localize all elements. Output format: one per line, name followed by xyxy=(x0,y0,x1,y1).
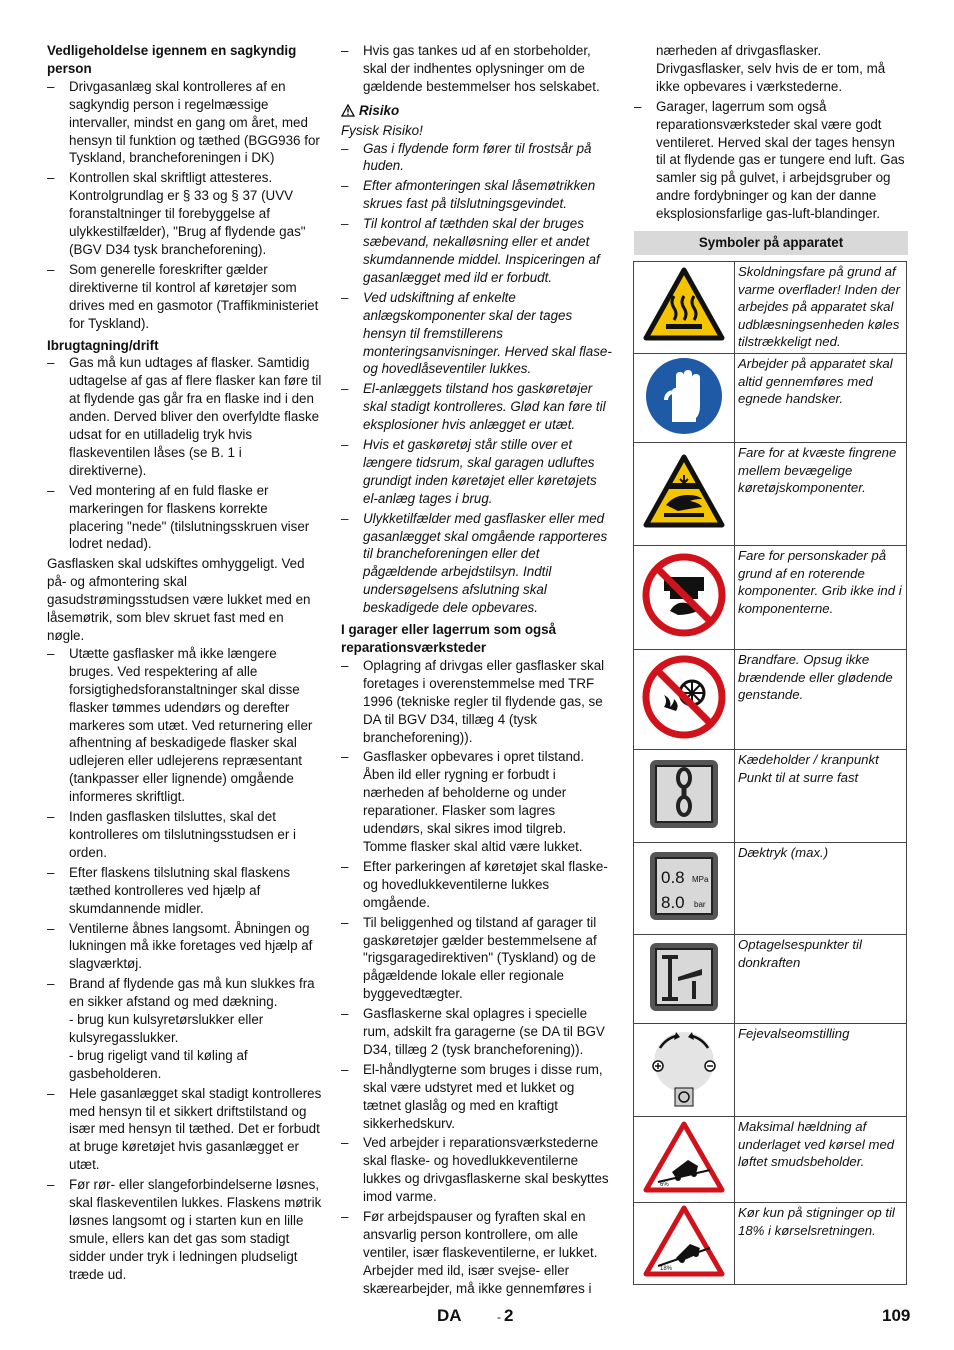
footer-separator: - xyxy=(497,1310,501,1324)
column-3 xyxy=(634,42,908,255)
symbol-description: Fejevalseomstilling xyxy=(735,1024,907,1117)
list-item: – El-håndlygterne som bruges i disse rum, skal være udstyret med et lukket og tætnet glaslåg og med en kraftigt sikkerhedskurv. xyxy=(341,1061,613,1133)
list-item: – El-anlæggets tilstand hos gaskøretøjer skal stadigt kontrolleres. Glød kan føre til eksplosioner hvis anlægget er utæt. xyxy=(341,380,613,434)
section-page-number: 2 xyxy=(504,1306,514,1325)
tire-pressure-icon xyxy=(648,850,720,922)
symbol-icon-cell xyxy=(634,843,735,935)
symbol-description: Fare for personskader på grund af en roterende komponenter. Grib ikke ind i komponenterne. xyxy=(735,546,907,650)
list-item: – Gasflaskerne skal oplagres i specielle rum, adskilt fra garagerne (se DA til BGV D34, tillæg 2 (tysk brancheforening)). xyxy=(341,1005,613,1059)
list-item: – Oplagring af drivgas eller gasflasker skal foretages i overenstemmelse med TRF 1996 (tekniske regler til flydende gas, se DA til BGV D34, tillæg 4 (tysk brancheforening)). xyxy=(341,657,613,747)
paragraph: Gasflasken skal udskiftes omhyggeligt. Ved på- og afmontering skal gasudstrømingsstudsen være lukket med en låsemøtrik, som blev skruet fast med en nøgle. xyxy=(47,556,311,643)
language-code: DA xyxy=(437,1306,462,1325)
maintenance-list xyxy=(47,78,322,333)
list-item: – Efter parkeringen af køretøjet skal flaske- og hovedlukkeventilerne lukkes omgående. xyxy=(341,858,613,912)
list-item: – Kontrollen skal skriftligt attesteres. Kontrolgrundlag er § 33 og § 37 (UVV foranstaltninger til forebyggelse af ulykkestilfælder), "Brug af flydende gas" (BGV D34 tysk brancheforening). xyxy=(47,169,322,259)
symbol-icon-cell xyxy=(634,262,735,354)
list-item: – Garager, lagerrum som også reparationsværksteder skal være godt ventileret. Herved skal der tages hensyn til at flydende gas er tungere end luft. Gas samler sig på gulvet, i arbejdsgruber og andre fordybninger og kan der danne eksplosionsfarlige gas-luft-blandinger. xyxy=(634,98,908,223)
section-heading-maintenance: Vedligeholdelse igennem en sagkyndig person xyxy=(47,43,297,76)
symbol-icon-cell xyxy=(634,750,735,843)
symbol-description: Dæktryk (max.) xyxy=(735,843,907,935)
sub-item: - brug rigeligt vand til køling af gasbeholderen. xyxy=(69,1047,248,1081)
symbol-description: Maksimal hældning af underlaget ved kørsel med løftet smudsbeholder. xyxy=(735,1117,907,1203)
max-tilt-raised-icon xyxy=(642,1120,726,1194)
symbol-icon-cell xyxy=(634,546,735,650)
symbol-icon-cell xyxy=(634,354,735,443)
list-item: – Før arbejdspauser og fyraften skal en ansvarlig person kontrollere, om alle ventiler, især flaskeventilerne, er lukket. Arbejder med ild, især svejse- eller skærearbejder, må ikke gennemføres i xyxy=(341,1208,613,1298)
list-item: – Ved udskiftning af enkelte anlægskomponenter skal der tages hensyn til fremstillerens monteringsanvisninger. Herved skal flase- og hovedlåseventiler lukkes. xyxy=(341,289,613,379)
list-item: – Til kontrol af tæthden skal der bruges sæbevand, nekalløsning eller et andet skumdannende middel. Inspiceringen af gasanlægget med ild er forbudt. xyxy=(341,215,613,287)
list-item: – Hvis et gaskøretøj står stille over et længere tidsrum, skal garagen udluftes grundigt inden køretøjet eller køretøjets el-anlæg tages i brug. xyxy=(341,436,613,508)
symbols-table xyxy=(633,261,907,1285)
pressure-unit-mpa: MPa xyxy=(692,875,709,885)
warning-triangle-icon xyxy=(341,104,355,117)
max-slope-direction-icon xyxy=(642,1204,726,1278)
no-hot-objects-icon xyxy=(642,655,726,739)
symbol-icon-cell xyxy=(634,1024,735,1117)
table-row xyxy=(634,262,907,354)
list-item: – Efter flaskens tilslutning skal flaskens tæthed kontrolleres ved hjælp af skumdannende midler. xyxy=(47,864,322,918)
section-heading-operation: Ibrugtagning/drift xyxy=(47,337,159,353)
symbol-icon-cell xyxy=(634,443,735,546)
symbol-description: Skoldningsfare på grund af varme overflader! Inden der arbejdes på apparatet skal udblæsningsenheden køles tilstrækkeligt ned. xyxy=(735,262,907,354)
symbol-description: Fare for at kvæste fingrene mellem bevægelige køretøjskomponenter. xyxy=(735,443,907,546)
list-item: – Drivgasanlæg skal kontrolleres af en sagkyndig person i regelmæssige intervaller, mindst en gang om året, med hensyn til funktion og tæthed (BGG936 for Tyskland, brancheforeningen i DK) xyxy=(47,78,322,168)
risk-subtitle: Fysisk Risiko! xyxy=(341,122,423,138)
risk-heading xyxy=(341,102,613,120)
crush-hand-warning-icon xyxy=(642,453,726,531)
section-page xyxy=(497,1307,513,1327)
tilt-percent: 6% xyxy=(660,1182,669,1189)
list-item: – Gasflasker opbevares i opret tilstand. Åben ild eller rygning er forbudt i nærheden af beholderne og under reparationer. Flasker som lagres udendørs, skal sikres imod tilgreb. Tomme flasker skal altid være lukket. xyxy=(341,748,613,855)
section-heading-symbols: Symboler på apparatet xyxy=(634,231,908,255)
table-row xyxy=(634,750,907,843)
symbol-icon-cell xyxy=(634,1203,735,1285)
wear-gloves-icon xyxy=(644,356,724,436)
list-item: – Til beliggenhed og tilstand af garager til gaskøretøjer gælder bestemmelsene af "rigsgaragedirektiven" (Tyskland) og de pågældende lokale eller regionale byggevedtægter. xyxy=(341,914,613,1004)
list-item: – Hele gasanlægget skal stadigt kontrolleres med hensyn til et sikkert driftstilstand og især med hensyn til tæthed. Det er forbudt at bruge køretøjet hvis gasanlægget er utæt. xyxy=(47,1085,322,1175)
symbol-description: Kædeholder / kranpunkt Punkt til at surre fast xyxy=(735,750,907,843)
page-footer xyxy=(0,1307,954,1329)
list-item: – Ved arbejder i reparationsværkstederne skal flaske- og hovedlukkeventilerne lukkes og drivgasflaskerne skal beskyttes imod varme. xyxy=(341,1134,613,1206)
list-item: – Før rør- eller slangeforbindelserne løsnes, skal flaskeventilen lukkes. Flaskens møtrik løsnes langsomt og i starten kun en lille smule, ellers kan det gas som stadigt sidder under tryk i ledningen pludseligt træde ud. xyxy=(47,1176,322,1283)
list-item: – Brand af flydende gas må kun slukkes fra en sikker afstand og med dækning. xyxy=(47,975,322,1011)
column-2 xyxy=(341,42,613,1300)
pressure-value-bar: 8.0 xyxy=(661,893,685,913)
table-row xyxy=(634,354,907,443)
list-item: – Utætte gasflasker må ikke længere bruges. Ved respektering af alle forsigtighedsforanstaltninger skal disse flasker tømmes udendørs og derefter markeres som utæt. Ved returnering eller afhentning af beskadigede flasker skal udlejeren eller udlejerens repræsentant (tankpasser eller lignende) omgående informeres skriftligt. xyxy=(47,645,322,806)
section-heading-garages: I garager eller lagerrum som også reparationsværksteder xyxy=(341,622,557,655)
table-row xyxy=(634,1024,907,1117)
chain-lash-point-icon xyxy=(648,758,720,830)
jack-point-icon xyxy=(648,941,720,1013)
symbol-description: Brandfare. Opsug ikke brændende eller glødende genstande. xyxy=(735,650,907,750)
risk-label: Risiko xyxy=(359,102,400,118)
table-row xyxy=(634,546,907,650)
table-row xyxy=(634,1117,907,1203)
sub-item: - brug kun kulsyretørslukker eller kulsyregasslukker. xyxy=(69,1012,264,1045)
hot-surface-warning-icon xyxy=(642,266,726,344)
table-row xyxy=(634,443,907,546)
continued-text: nærheden af drivgasflasker. Drivgasflasker, selv hvis de er tom, må ikke opbevares i værkstederne. xyxy=(656,43,886,94)
list-item: – Gas i flydende form fører til frostsår på huden. xyxy=(341,140,613,176)
column-1 xyxy=(47,42,322,1286)
list-item: – Efter afmonteringen skal låsemøtrikken skrues fast på tilslutningsgevindet. xyxy=(341,177,613,213)
list-item: – Ved montering af en fuld flaske er markeringen for flaskens korrekte placering "nede" (tilslutningsskruen viser lodret nedad). xyxy=(47,482,322,554)
symbol-icon-cell xyxy=(634,935,735,1024)
table-row xyxy=(634,843,907,935)
symbol-description: Kør kun på stigninger op til 18% i kørselsretningen. xyxy=(735,1203,907,1285)
sweeper-roller-adjust-icon xyxy=(642,1026,726,1110)
symbol-description: Arbejder på apparatet skal altid gennemføres med egnede handsker. xyxy=(735,354,907,443)
table-row xyxy=(634,1203,907,1285)
list-item: – Ventilerne åbnes langsomt. Åbningen og lukningen må ikke foretages ved hjælp af slagværktøj. xyxy=(47,920,322,974)
symbol-icon-cell xyxy=(634,1117,735,1203)
symbol-description: Optagelsespunkter til donkraften xyxy=(735,935,907,1024)
page-number: 109 xyxy=(882,1306,911,1325)
table-row xyxy=(634,650,907,750)
symbol-icon-cell xyxy=(634,650,735,750)
pressure-unit-bar: bar xyxy=(694,900,706,910)
list-item: – Ulykketilfælder med gasflasker eller med gasanlægget skal omgående rapporteres til brancheforeningen eller det pågældende arbejdstilsyn. Indtil undersøgelsens afslutning skal beskadigede dele opbevares. xyxy=(341,510,613,617)
list-item: – Gas må kun udtages af flasker. Samtidig udtagelse af gas af flere flasker kan føre til at flydende gas går fra en flaske ind i den anden. Derved bliver den overfyldte flaske udsat for en utilladelig tryk hvis flaskeventilen låses (se B. 1 i direktiverne). xyxy=(47,354,322,479)
table-row xyxy=(634,935,907,1024)
list-item: – Som generelle foreskrifter gælder direktiverne til kontrol af køretøjer som drives med en gasmotor (Traffikministeriet for Tyskland). xyxy=(47,261,322,333)
slope-percent: 18% xyxy=(660,1266,673,1273)
list-item: – Hvis gas tankes ud af en storbeholder, skal der indhentes oplysninger om de gældende bestemmelser hos selskabet. xyxy=(341,42,613,96)
no-reach-rotating-icon xyxy=(642,553,726,637)
pressure-value-mpa: 0.8 xyxy=(661,868,685,888)
list-item: – Inden gasflasken tilsluttes, skal det kontrolleres om tilslutningsstudsen er i orden. xyxy=(47,808,322,862)
